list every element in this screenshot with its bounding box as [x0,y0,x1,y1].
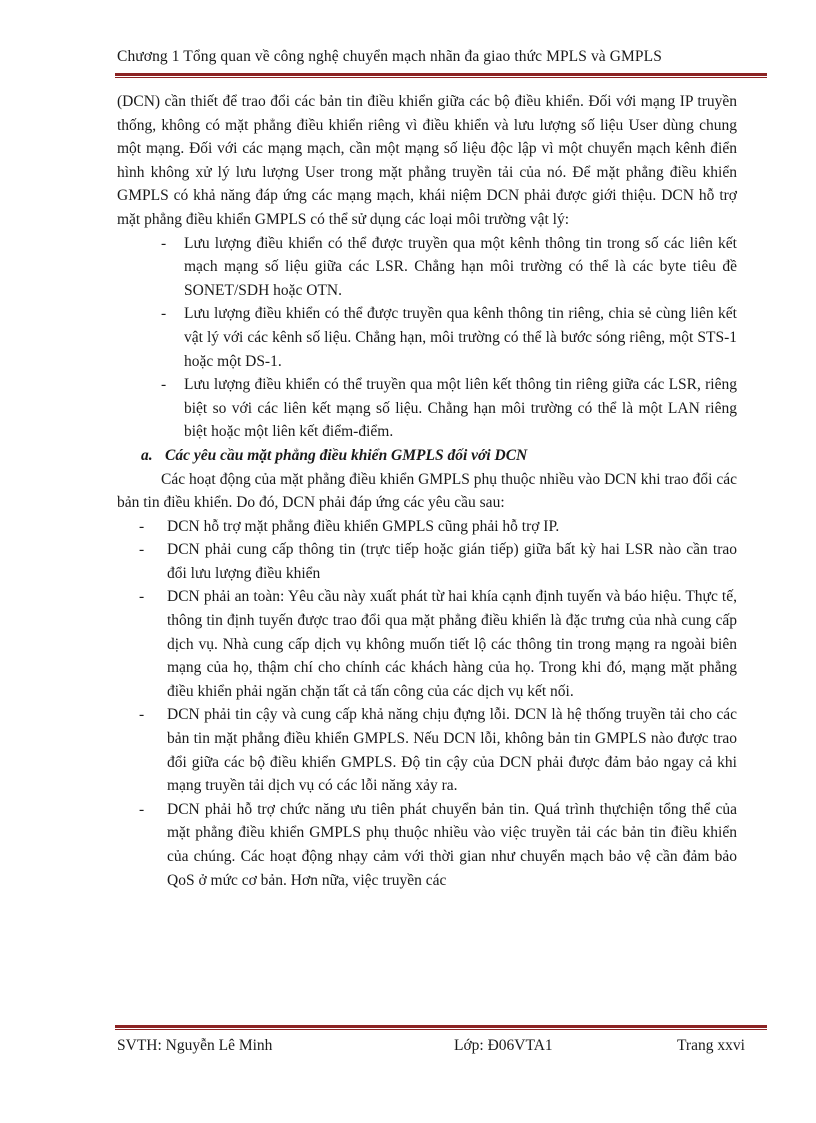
requirements-list [117,515,737,893]
section-intro-paragraph: Các hoạt động của mặt phẳng điều khiển GMPLS phụ thuộc nhiều vào DCN khi trao đổi các bản tin điều khiển. Do đó, DCN phải đáp ứng các yêu cầu sau: [117,470,737,512]
section-title: Các yêu cầu mặt phẳng điều khiển GMPLS đối với DCN [165,446,528,464]
intro-paragraph: (DCN) cần thiết để trao đổi các bản tin điều khiển giữa các bộ điều khiển. Đối với mạng IP truyền thống, không có mặt phẳng điều khiển riêng vì điều khiển và lưu lượng số liệu User dùng chung một mạng. Đối với các mạng mạch, cần một mạng số liệu độc lập vì một chuyển mạch kênh điển hình không xử lý lưu lượng User trong mặt phẳng truyền tải của nó. Để mặt phẳng điều khiển GMPLS có khả năng đáp ứng các mạng mạch, khái niệm DCN phải được giới thiệu. DCN hỗ trợ mặt phẳng điều khiển GMPLS có thể sử dụng các loại môi trường vật lý: [117,93,737,228]
list-item: - Lưu lượng điều khiển có thể được truyền qua một kênh thông tin trong số các liên kết mạch mạng số liệu giữa các LSR. Chẳng hạn môi trường có thể là các byte tiêu đề SONET/SDH hoặc OTN. [117,232,737,303]
footer-rule [115,1025,767,1030]
page-header: Chương 1 Tổng quan về công nghệ chuyển mạch nhãn đa giao thức MPLS và GMPLS [117,48,662,65]
list-item: - Lưu lượng điều khiển có thể được truyền qua kênh thông tin riêng, chia sẻ cùng liên kết vật lý với các kênh số liệu. Chẳng hạn, môi trường có thể là bước sóng riêng, một STS-1 hoặc một DS-1. [117,302,737,373]
footer-class: Lớp: Đ06VTA1 [454,1037,553,1054]
media-list [117,232,737,444]
footer-student: SVTH: Nguyễn Lê Minh [117,1037,273,1054]
list-item: - DCN phải cung cấp thông tin (trực tiếp hoặc gián tiếp) giữa bất kỳ hai LSR nào cần trao đổi lưu lượng điều khiển [117,538,737,585]
list-item: - DCN hỗ trợ mặt phẳng điều khiển GMPLS cũng phải hỗ trợ IP. [117,515,737,539]
page-content [117,90,737,892]
section-heading [117,444,737,468]
list-item: - Lưu lượng điều khiển có thể truyền qua một liên kết thông tin riêng giữa các LSR, riêng biệt so với các liên kết mạng số liệu. Chẳng hạn môi trường có thể là một LAN riêng biệt hoặc một liên kết điểm-điểm. [117,373,737,444]
section-marker: a. [141,446,153,464]
list-item: - DCN phải hỗ trợ chức năng ưu tiên phát chuyển bản tin. Quá trình thựchiện tổng thể của mặt phẳng điều khiển GMPLS phụ thuộc nhiều vào việc truyền tải các bản tin điều khiển của chúng. Các hoạt động nhạy cảm với thời gian như chuyển mạch bảo vệ cần đảm bảo QoS ở mức cơ bản. Hơn nữa, việc truyền các [117,798,737,892]
header-rule [115,73,767,78]
footer-page-number: Trang xxvi [677,1037,745,1054]
list-item: - DCN phải tin cậy và cung cấp khả năng chịu đựng lỗi. DCN là hệ thống truyền tải cho các bản tin mặt phẳng điều khiển GMPLS. Nếu DCN lỗi, không bản tin GMPLS nào được trao đổi giữa các bộ điều khiển GMPLS. Độ tin cậy của DCN phải được đảm bảo ngay cả khi mạng truyền tải dịch vụ có các lỗi năng xảy ra. [117,703,737,797]
list-item: - DCN phải an toàn: Yêu cầu này xuất phát từ hai khía cạnh định tuyến và báo hiệu. Thực tế, thông tin định tuyến được trao đổi qua mặt phẳng điều khiển là đặc trưng của nhà cung cấp dịch vụ. Nhà cung cấp dịch vụ không muốn tiết lộ các thông tin trong mạng ra ngoài biên mạng của họ, thậm chí cho chính các khách hàng của họ. Trong khi đó, mạng mặt phẳng điều khiển phải ngăn chặn tất cả tấn công của các dịch vụ kết nối. [117,585,737,703]
